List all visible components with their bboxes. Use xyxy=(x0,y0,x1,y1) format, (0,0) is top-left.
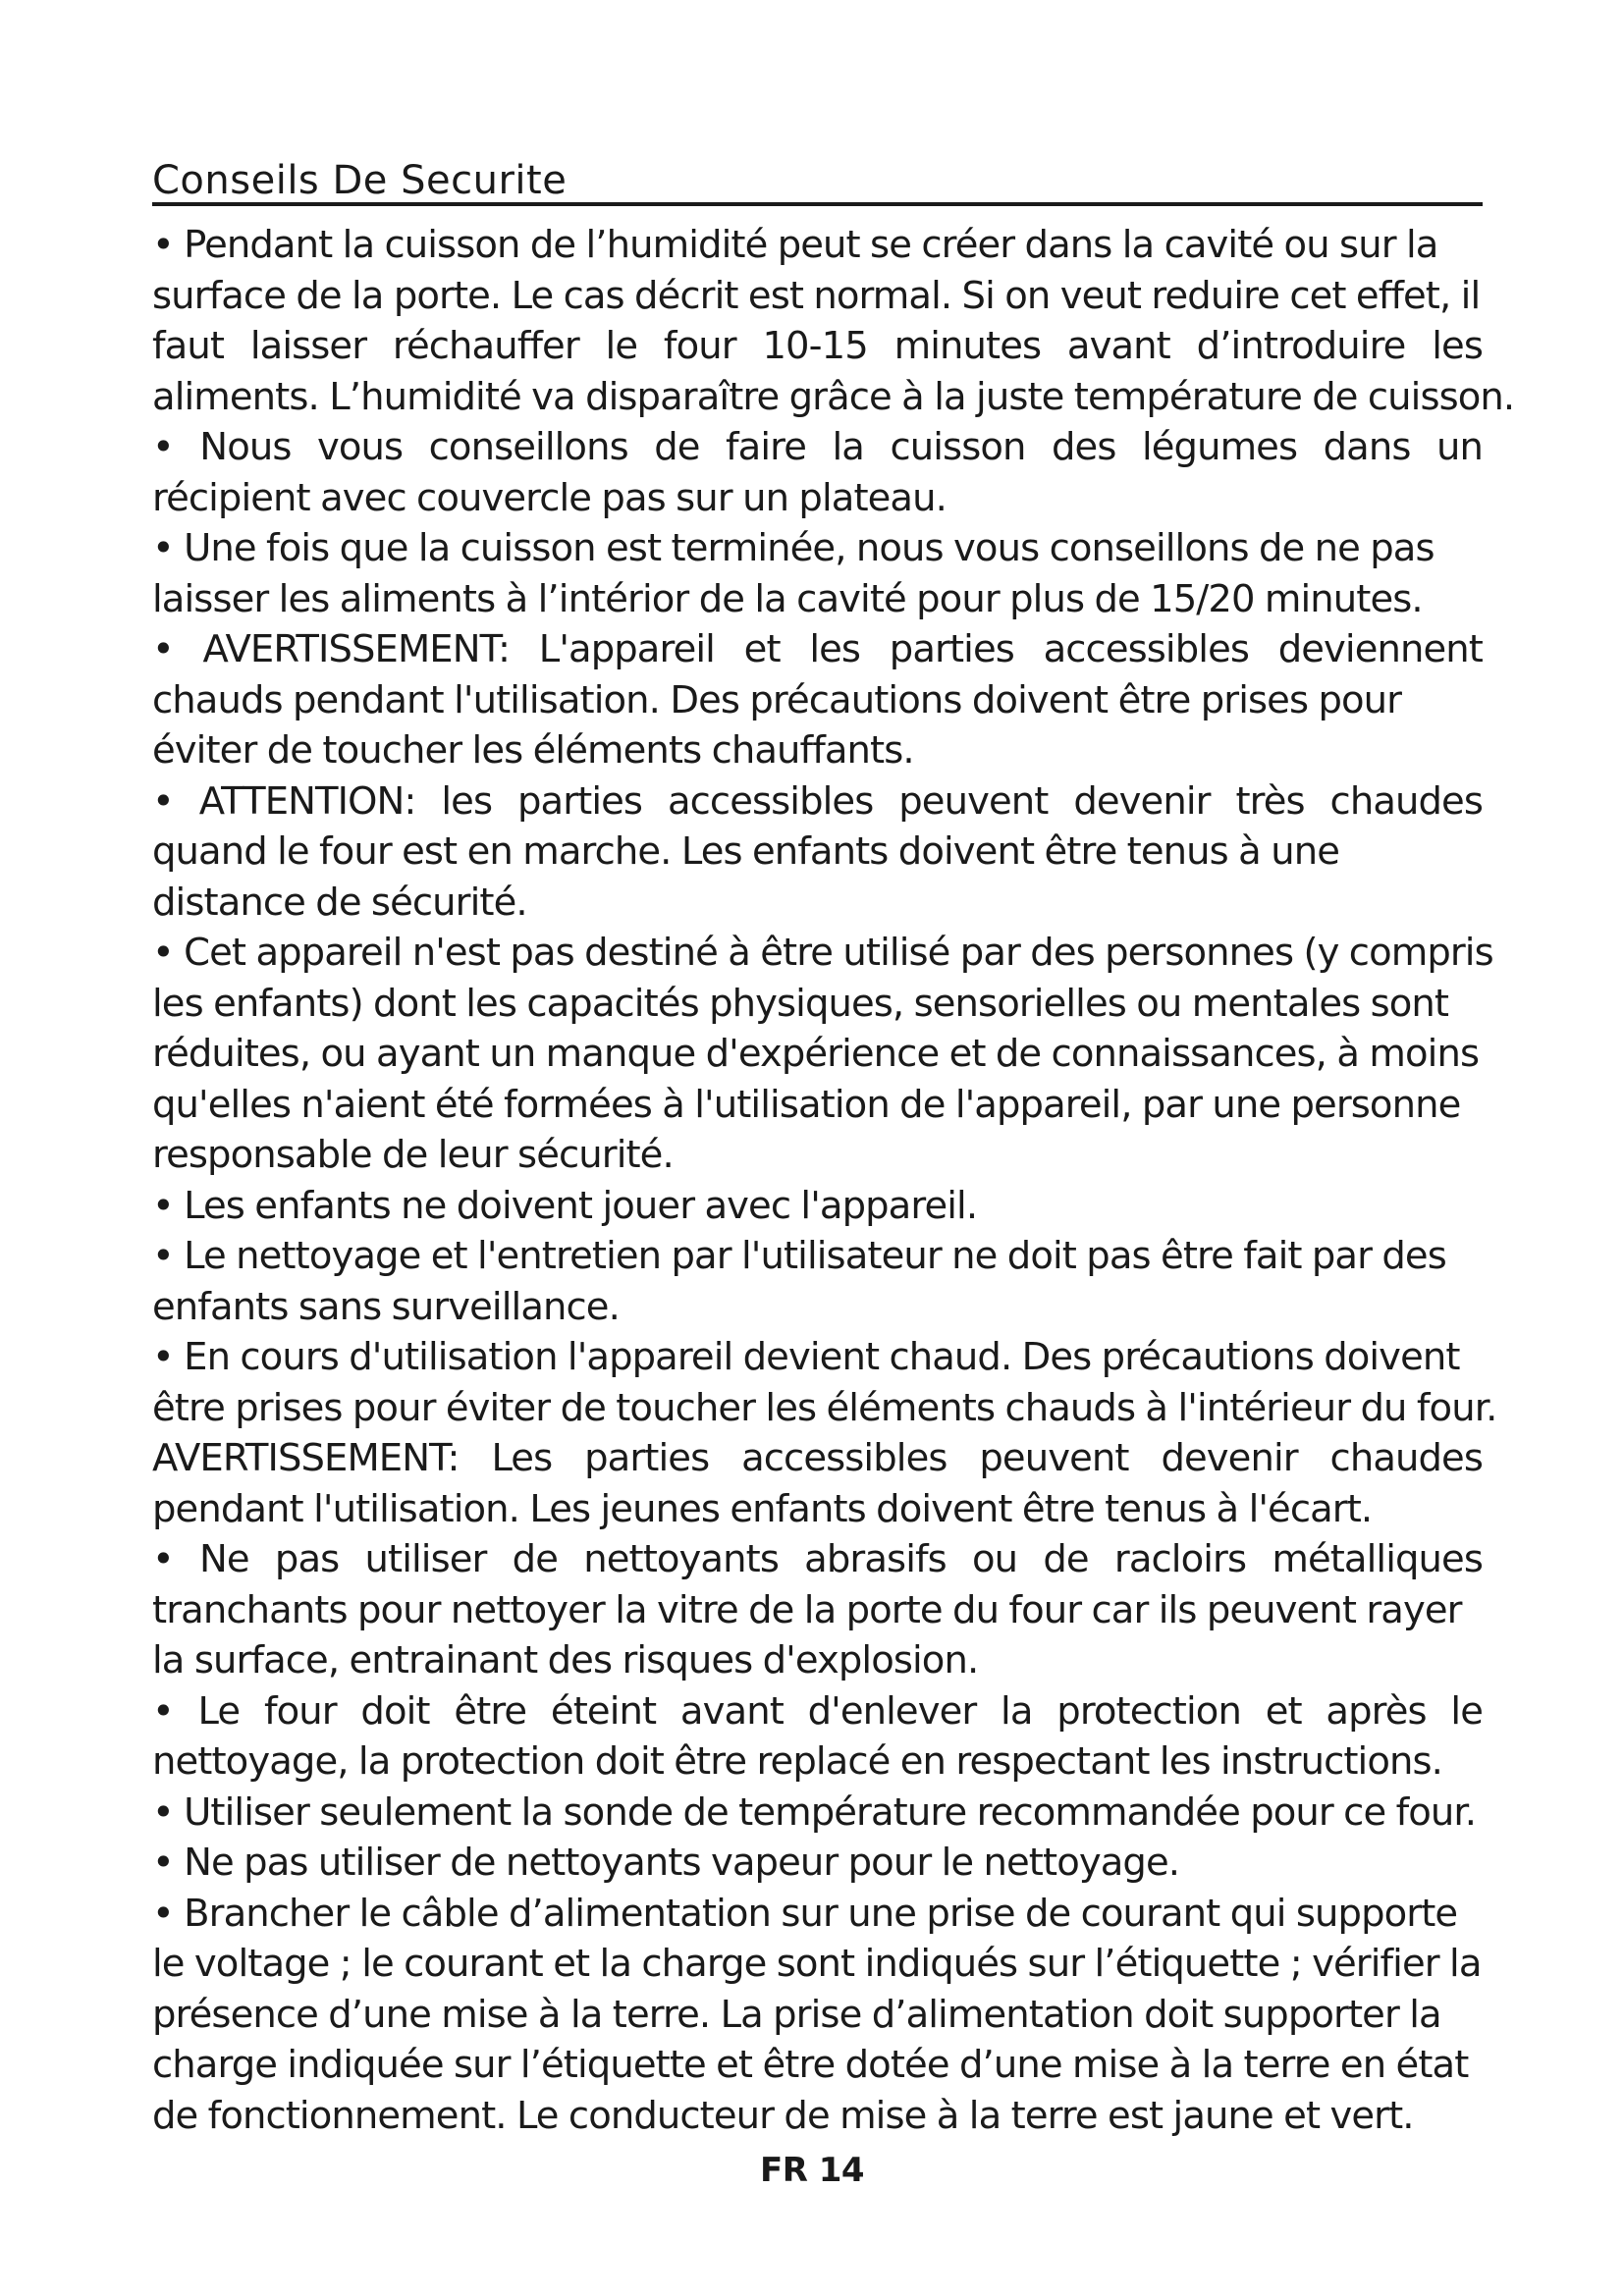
text-line: éviter de toucher les éléments chauffants. xyxy=(152,728,914,773)
text-line: • Cet appareil n'est pas destiné à être utilisé par des personnes (y compris xyxy=(152,931,1493,975)
text-line: • Pendant la cuisson de l’humidité peut se créer dans la cavité ou sur la xyxy=(152,223,1438,267)
text-line: le voltage ; le courant et la charge sont indiqués sur l’étiquette ; vérifier la xyxy=(152,1942,1482,1986)
text-line: • Utiliser seulement la sonde de température recommandée pour ce four. xyxy=(152,1789,1477,1835)
text-line: • Les enfants ne doivent jouer avec l'appareil. xyxy=(152,1183,978,1228)
text-line: être prises pour éviter de toucher les éléments chauds à l'intérieur du four. xyxy=(152,1385,1497,1430)
paragraph-vegetables xyxy=(152,422,1596,523)
text-line: aliments. L’humidité va disparaître grâce à la juste température de cuisson. xyxy=(152,374,1515,419)
text-line: responsable de leur sécurité. xyxy=(152,1133,674,1177)
text-line: • AVERTISSEMENT: L'appareil et les parties accessibles deviennent xyxy=(152,627,1483,671)
text-line: récipient avec couvercle pas sur un plateau. xyxy=(152,475,947,520)
paragraph-warning-hot xyxy=(152,624,1596,776)
text-line: • Ne pas utiliser de nettoyants vapeur pour le nettoyage. xyxy=(152,1841,1180,1885)
text-line: nettoyage, la protection doit être replacé en respectant les instructions. xyxy=(152,1739,1442,1784)
text-line: • ATTENTION: les parties accessibles peuvent devenir très chaudes xyxy=(152,778,1483,824)
text-line: faut laisser réchauffer le four 10-15 minutes avant d’introduire les xyxy=(152,324,1483,368)
text-line: laisser les aliments à l’intérior de la cavité pour plus de 15/20 minutes. xyxy=(152,576,1423,621)
paragraph-in-use-hot xyxy=(152,1332,1596,1534)
text-line: AVERTISSEMENT: Les parties accessibles peuvent devenir chaudes xyxy=(152,1436,1483,1480)
paragraph-persons xyxy=(152,928,1596,1181)
paragraph-children-play xyxy=(152,1181,1596,1232)
text-line: • En cours d'utilisation l'appareil devient chaud. Des précautions doivent xyxy=(152,1335,1460,1379)
paragraph-abrasive xyxy=(152,1534,1596,1686)
paragraph-power-cable xyxy=(152,1889,1596,2142)
text-line: distance de sécurité. xyxy=(152,880,527,925)
page-number: FR 14 xyxy=(759,2151,865,2190)
text-line: les enfants) dont les capacités physiques, sensorielles ou mentales sont xyxy=(152,981,1449,1026)
text-line: • Ne pas utiliser de nettoyants abrasifs ou de racloirs métalliques xyxy=(152,1537,1483,1581)
text-line: présence d’une mise à la terre. La prise d’alimentation doit supporter la xyxy=(152,1992,1441,2037)
text-line: • Nous vous conseillons de faire la cuisson des légumes dans un xyxy=(152,425,1483,469)
text-line: • Une fois que la cuisson est terminée, nous vous conseillons de ne pas xyxy=(152,526,1435,570)
text-line: charge indiquée sur l’étiquette et être dotée d’une mise à la terre en état xyxy=(152,2043,1469,2087)
section-header xyxy=(152,147,1483,206)
paragraph-protection xyxy=(152,1686,1596,1788)
text-line: surface de la porte. Le cas décrit est normal. Si on veut reduire cet effet, il xyxy=(152,273,1481,318)
text-line: • Brancher le câble d’alimentation sur une prise de courant qui supporte xyxy=(152,1891,1458,1936)
paragraph-humidity xyxy=(152,220,1596,422)
text-line: • Le four doit être éteint avant d'enlever la protection et après le xyxy=(152,1688,1483,1734)
paragraph-attention xyxy=(152,776,1596,929)
text-line: chauds pendant l'utilisation. Des précautions doivent être prises pour xyxy=(152,677,1402,722)
text-line: qu'elles n'aient été formées à l'utilisation de l'appareil, par une personne xyxy=(152,1082,1461,1127)
paragraph-after-cooking xyxy=(152,523,1596,624)
paragraph-cleaning-children xyxy=(152,1231,1596,1332)
text-line: enfants sans surveillance. xyxy=(152,1284,620,1329)
text-line: • Le nettoyage et l'entretien par l'utilisateur ne doit pas être fait par des xyxy=(152,1234,1446,1278)
text-line: réduites, ou ayant un manque d'expérience et de connaissances, à moins xyxy=(152,1032,1480,1076)
text-line: pendant l'utilisation. Les jeunes enfants doivent être tenus à l'écart. xyxy=(152,1486,1373,1531)
text-line: quand le four est en marche. Les enfants doivent être tenus à une xyxy=(152,829,1339,874)
paragraph-probe xyxy=(152,1788,1596,1839)
paragraph-steam xyxy=(152,1838,1596,1889)
text-line: tranchants pour nettoyer la vitre de la porte du four car ils peuvent rayer xyxy=(152,1587,1462,1632)
text-line: de fonctionnement. Le conducteur de mise à la terre est jaune et vert. xyxy=(152,2093,1414,2138)
text-line: la surface, entrainant des risques d'explosion. xyxy=(152,1638,979,1682)
safety-advice-body xyxy=(152,220,1596,2141)
section-title: Conseils De Securite xyxy=(152,158,568,203)
